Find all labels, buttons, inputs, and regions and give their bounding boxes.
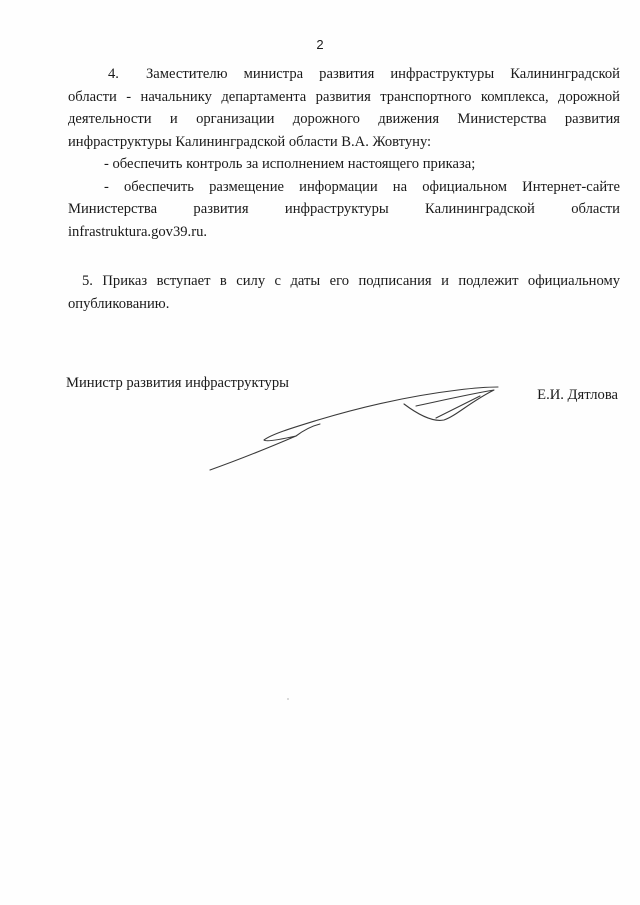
page-number: 2: [316, 37, 324, 52]
list-item-publish-text-1: - обеспечить размещение информации на официальном Интернет-сайте: [104, 178, 620, 195]
paragraph-4: [68, 63, 620, 243]
paragraph-4-line-4: инфраструктуры Калининградской области В.А. Жовтуну:: [68, 133, 432, 150]
paragraph-5: [68, 270, 620, 315]
list-item-publish-line-2: Министерства развития инфраструктуры Калининградской области: [68, 201, 620, 217]
list-item-control-text: - обеспечить контроль за исполнением настоящего приказа;: [104, 156, 476, 172]
paragraph-4-line-2: области - начальнику департамента развития транспортного комплекса, дорожной: [68, 88, 620, 105]
list-item-control: [68, 153, 620, 176]
paragraph-5-line-1: [68, 270, 620, 293]
scan-speck: [287, 698, 289, 700]
paragraph-4-line-3: деятельности и организации дорожного движения Министерства развития: [68, 111, 620, 127]
signatory-title: Министр развития инфраструктуры: [66, 375, 289, 391]
signatory-name: Е.И. Дятлова: [537, 387, 618, 403]
paragraph-4-number: 4.: [108, 66, 119, 82]
list-item-publish-line-3: infrastruktura.gov39.ru.: [68, 223, 208, 240]
paragraph-5-line-1-text: 5. Приказ вступает в силу с даты его подписания и подлежит официальному: [82, 273, 620, 289]
handwritten-signature: [208, 382, 508, 474]
list-item-publish-line-1: [68, 176, 620, 199]
paragraph-5-line-2: опубликованию.: [68, 295, 170, 312]
paragraph-4-line-1-text: Заместителю министра развития инфраструктуры Калининградской: [146, 66, 620, 82]
paragraph-4-line-1: [68, 63, 620, 86]
